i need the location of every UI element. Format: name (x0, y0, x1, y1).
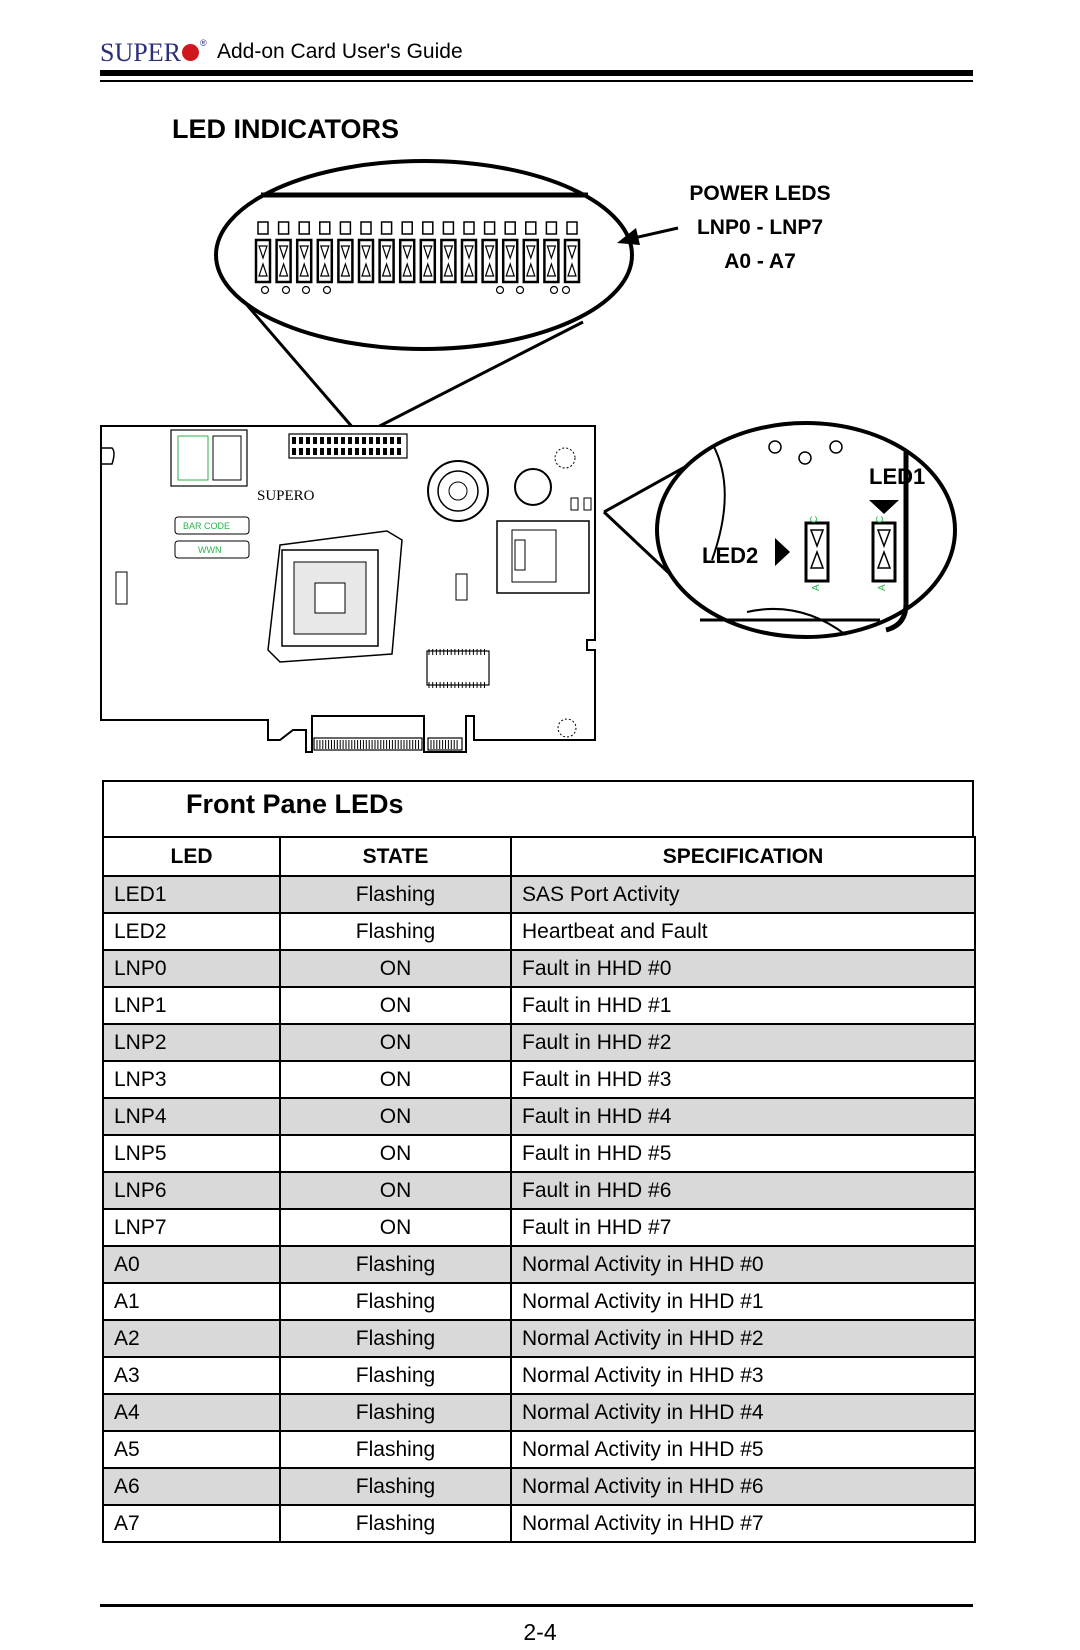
table-row (103, 1024, 975, 1061)
cell-led: A5 (103, 1431, 280, 1468)
led2-label: LED2 (702, 543, 759, 568)
cell-led: A4 (103, 1394, 280, 1431)
column-header-state: STATE (280, 837, 511, 876)
table-body (103, 876, 975, 1542)
cell-state: Flashing (280, 1431, 511, 1468)
table-row (103, 1468, 975, 1505)
header-pin (306, 448, 310, 455)
callout-lnp-range: LNP0 - LNP7 (696, 216, 824, 239)
cell-specification: Fault in HHD #6 (511, 1172, 975, 1209)
header-pin (397, 448, 401, 455)
cell-led: A2 (103, 1320, 280, 1357)
power-led-small (485, 222, 495, 234)
table-row (103, 1209, 975, 1246)
svg-text:C: C (875, 515, 886, 523)
header-pin (397, 437, 401, 444)
header-pin (355, 448, 359, 455)
led-pad (571, 498, 578, 510)
table-row (103, 950, 975, 987)
power-led-small (526, 222, 536, 234)
cell-state: ON (280, 1172, 511, 1209)
cell-specification: SAS Port Activity (511, 876, 975, 913)
power-led-small (299, 222, 309, 234)
header-pin (320, 437, 324, 444)
led-table (102, 836, 976, 1543)
footer-rule (100, 1604, 973, 1607)
header-pin (327, 437, 331, 444)
svg-text:A: A (811, 584, 822, 591)
cell-led: LNP0 (103, 950, 280, 987)
led1-label: LED1 (869, 464, 926, 489)
capacitor-large (428, 461, 488, 521)
header-pin (383, 448, 387, 455)
barcode-label: BAR CODE (183, 521, 231, 531)
cell-state: Flashing (280, 1246, 511, 1283)
table-row (103, 1061, 975, 1098)
front-pane-leds-table (102, 780, 974, 1543)
cell-specification: Fault in HHD #5 (511, 1135, 975, 1172)
header-pin (292, 437, 296, 444)
cell-specification: Normal Activity in HHD #0 (511, 1246, 975, 1283)
table-row (103, 876, 975, 913)
cell-led: LNP1 (103, 987, 280, 1024)
callout-power-leds: POWER LEDS (689, 182, 831, 205)
cell-specification: Normal Activity in HHD #4 (511, 1394, 975, 1431)
cell-specification: Normal Activity in HHD #7 (511, 1505, 975, 1542)
cell-state: ON (280, 1098, 511, 1135)
side-header (116, 572, 127, 604)
table-row (103, 1172, 975, 1209)
wwn-label: WWN (198, 545, 222, 555)
cell-state: ON (280, 950, 511, 987)
cell-specification: Normal Activity in HHD #5 (511, 1431, 975, 1468)
cell-led: LNP7 (103, 1209, 280, 1246)
header-pin (341, 448, 345, 455)
table-row (103, 1246, 975, 1283)
cell-state: Flashing (280, 1320, 511, 1357)
cell-state: Flashing (280, 1357, 511, 1394)
cell-state: Flashing (280, 913, 511, 950)
cell-specification: Fault in HHD #7 (511, 1209, 975, 1246)
cell-specification: Fault in HHD #0 (511, 950, 975, 987)
header-pin (383, 437, 387, 444)
led-location-diagram (0, 0, 1080, 770)
cell-led: LED2 (103, 913, 280, 950)
cell-led: LNP6 (103, 1172, 280, 1209)
power-led-small (382, 222, 392, 234)
led-pad (584, 498, 591, 510)
page-number: 2-4 (523, 1619, 557, 1645)
header-pin (334, 448, 338, 455)
cell-specification: Fault in HHD #2 (511, 1024, 975, 1061)
cell-specification: Normal Activity in HHD #6 (511, 1468, 975, 1505)
header-pin (299, 448, 303, 455)
header-pin (348, 448, 352, 455)
header-pin (369, 448, 373, 455)
header-pin (306, 437, 310, 444)
cell-specification: Fault in HHD #3 (511, 1061, 975, 1098)
cell-led: A0 (103, 1246, 280, 1283)
document-title: Add-on Card User's Guide (217, 40, 463, 63)
cell-led: A3 (103, 1357, 280, 1394)
cell-state: Flashing (280, 1468, 511, 1505)
power-led-small (423, 222, 433, 234)
table-row (103, 1320, 975, 1357)
cell-state: Flashing (280, 876, 511, 913)
cell-specification: Fault in HHD #1 (511, 987, 975, 1024)
port-pins (515, 540, 525, 570)
cell-led: A1 (103, 1283, 280, 1320)
table-row (103, 1098, 975, 1135)
table-caption: Front Pane LEDs (186, 789, 404, 819)
cell-led: LNP3 (103, 1061, 280, 1098)
cell-state: ON (280, 1024, 511, 1061)
cell-state: ON (280, 1135, 511, 1172)
cell-specification: Normal Activity in HHD #2 (511, 1320, 975, 1357)
header-pin (390, 437, 394, 444)
cell-led: LNP5 (103, 1135, 280, 1172)
power-led-small (464, 222, 474, 234)
memory-chip (427, 651, 489, 685)
power-led-small (567, 222, 577, 234)
jumper (456, 574, 467, 600)
cell-state: ON (280, 987, 511, 1024)
table-caption-box (102, 780, 974, 836)
header-pin (292, 448, 296, 455)
power-led-small (320, 222, 330, 234)
cell-led: A7 (103, 1505, 280, 1542)
header-pin (362, 437, 366, 444)
cell-led: LNP4 (103, 1098, 280, 1135)
header-pin (390, 448, 394, 455)
cell-specification: Normal Activity in HHD #1 (511, 1283, 975, 1320)
cell-state: ON (280, 1061, 511, 1098)
header-pin (313, 448, 317, 455)
svg-text:C: C (809, 515, 820, 523)
table-row (103, 1394, 975, 1431)
power-led-small (546, 222, 556, 234)
table-header-row (103, 837, 975, 876)
table-row (103, 1135, 975, 1172)
section-title: LED INDICATORS (172, 114, 400, 144)
table-row (103, 1505, 975, 1542)
capacitor-small (515, 469, 551, 505)
cell-led: LNP2 (103, 1024, 280, 1061)
power-led-small (443, 222, 453, 234)
cell-state: Flashing (280, 1505, 511, 1542)
header-pin (313, 437, 317, 444)
cell-specification: Normal Activity in HHD #3 (511, 1357, 975, 1394)
table-row (103, 987, 975, 1024)
sas-connector (171, 430, 247, 486)
cell-state: ON (280, 1209, 511, 1246)
logo-text: SUPER (100, 38, 181, 67)
table-row (103, 913, 975, 950)
cell-specification: Heartbeat and Fault (511, 913, 975, 950)
cell-led: A6 (103, 1468, 280, 1505)
cell-led: LED1 (103, 876, 280, 913)
header-pin (376, 448, 380, 455)
svg-text:A: A (877, 584, 888, 591)
power-led-small (505, 222, 515, 234)
cell-state: Flashing (280, 1283, 511, 1320)
board-logo: SUPERO (257, 488, 315, 504)
header-pin (320, 448, 324, 455)
header-pin (327, 448, 331, 455)
processor-die (315, 583, 345, 613)
header-pin (334, 437, 338, 444)
power-led-small (361, 222, 371, 234)
table-row (103, 1431, 975, 1468)
column-header-specification: SPECIFICATION (511, 837, 975, 876)
table-row (103, 1283, 975, 1320)
pcie-connector-main (314, 738, 422, 750)
header-pin (348, 437, 352, 444)
cell-specification: Fault in HHD #4 (511, 1098, 975, 1135)
header-pin (299, 437, 303, 444)
header-pin (376, 437, 380, 444)
table-row (103, 1357, 975, 1394)
power-led-small (279, 222, 289, 234)
header-pin (355, 437, 359, 444)
power-led-small (402, 222, 412, 234)
power-led-small (340, 222, 350, 234)
cell-state: Flashing (280, 1394, 511, 1431)
callout-a-range: A0 - A7 (724, 250, 796, 273)
power-led-small (258, 222, 268, 234)
registered-mark: ® (200, 38, 207, 48)
header-pin (362, 448, 366, 455)
header-pin (341, 437, 345, 444)
column-header-led: LED (103, 837, 280, 876)
header-pin (369, 437, 373, 444)
